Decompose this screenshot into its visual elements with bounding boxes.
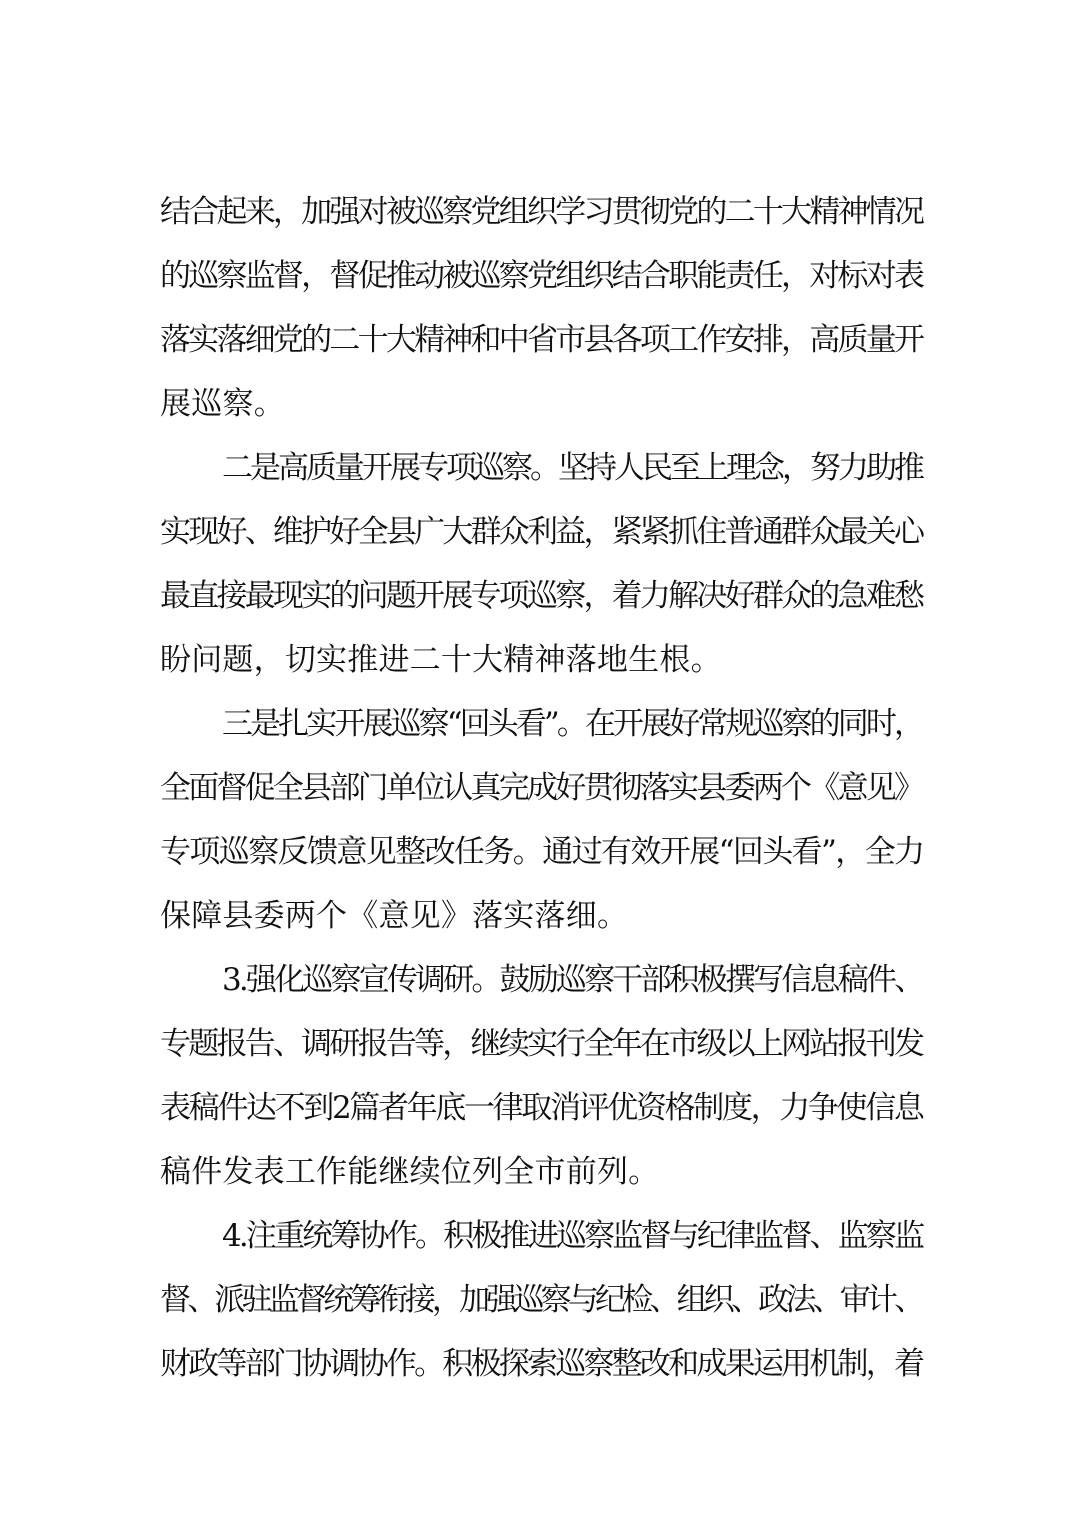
text-line-12-text: 保障县委两个《意见》落实落细。 <box>160 898 629 934</box>
text-line-16-text: 稿件发表工作能继续位列全市前列。 <box>160 1154 660 1190</box>
text-line-10-text: 全面督促全县部门单位认真完成好贯彻落实县委两个《意见》 <box>160 770 923 806</box>
text-line-15 <box>0 1088 1074 1128</box>
text-line-6 <box>0 512 1074 552</box>
text-line-10 <box>0 768 1074 808</box>
text-line-12 <box>0 896 1074 936</box>
text-line-11 <box>0 832 1074 872</box>
text-line-15-text: 表稿件达不到2篇者年底一律取消评优资格制度，力争使信息 <box>160 1090 923 1126</box>
text-line-17 <box>0 1216 1074 1256</box>
text-line-9 <box>0 704 1074 744</box>
text-line-3-text: 落实落细党的二十大精神和中省市县各项工作安排，高质量开 <box>160 322 923 358</box>
text-line-2-text: 的巡察监督，督促推动被巡察党组织结合职能责任，对标对表 <box>160 258 923 294</box>
text-line-11-text: 专项巡察反馈意见整改任务。通过有效开展“回头看”，全力 <box>160 834 924 870</box>
text-line-8-text: 盼问题，切实推进二十大精神落地生根。 <box>160 642 722 678</box>
text-line-3 <box>0 320 1074 360</box>
text-line-13 <box>0 960 1074 1000</box>
text-line-19-text: 财政等部门协调协作。积极探索巡察整改和成果运用机制，着 <box>160 1346 923 1382</box>
text-line-14 <box>0 1024 1074 1064</box>
text-line-1-text: 结合起来，加强对被巡察党组织学习贯彻党的二十大精神情况 <box>160 194 923 230</box>
text-line-9-text: 三是扎实开展巡察“回头看”。在开展好常规巡察的同时， <box>222 706 923 742</box>
text-line-7 <box>0 576 1074 616</box>
text-line-5 <box>0 448 1074 488</box>
text-line-18-text: 督、派驻监督统筹衔接，加强巡察与纪检、组织、政法、审计、 <box>160 1282 922 1318</box>
text-line-13-text: 3.强化巡察宣传调研。鼓励巡察干部积极撰写信息稿件、 <box>222 962 923 998</box>
text-line-16 <box>0 1152 1074 1192</box>
text-line-4 <box>0 384 1074 424</box>
text-line-19 <box>0 1344 1074 1384</box>
text-line-2 <box>0 256 1074 296</box>
text-line-7-text: 最直接最现实的问题开展专项巡察，着力解决好群众的急难愁 <box>160 578 923 614</box>
text-line-17-text: 4.注重统筹协作。积极推进巡察监督与纪律监督、监察监 <box>222 1218 923 1254</box>
text-line-1 <box>0 192 1074 232</box>
text-line-6-text: 实现好、维护好全县广大群众利益，紧紧抓住普通群众最关心 <box>160 514 923 550</box>
text-line-8 <box>0 640 1074 680</box>
text-line-14-text: 专题报告、调研报告等，继续实行全年在市级以上网站报刊发 <box>160 1026 923 1062</box>
text-line-4-text: 展巡察。 <box>160 386 286 422</box>
text-line-18 <box>0 1280 1074 1320</box>
text-line-5-text: 二是高质量开展专项巡察。坚持人民至上理念，努力助推 <box>222 450 922 486</box>
